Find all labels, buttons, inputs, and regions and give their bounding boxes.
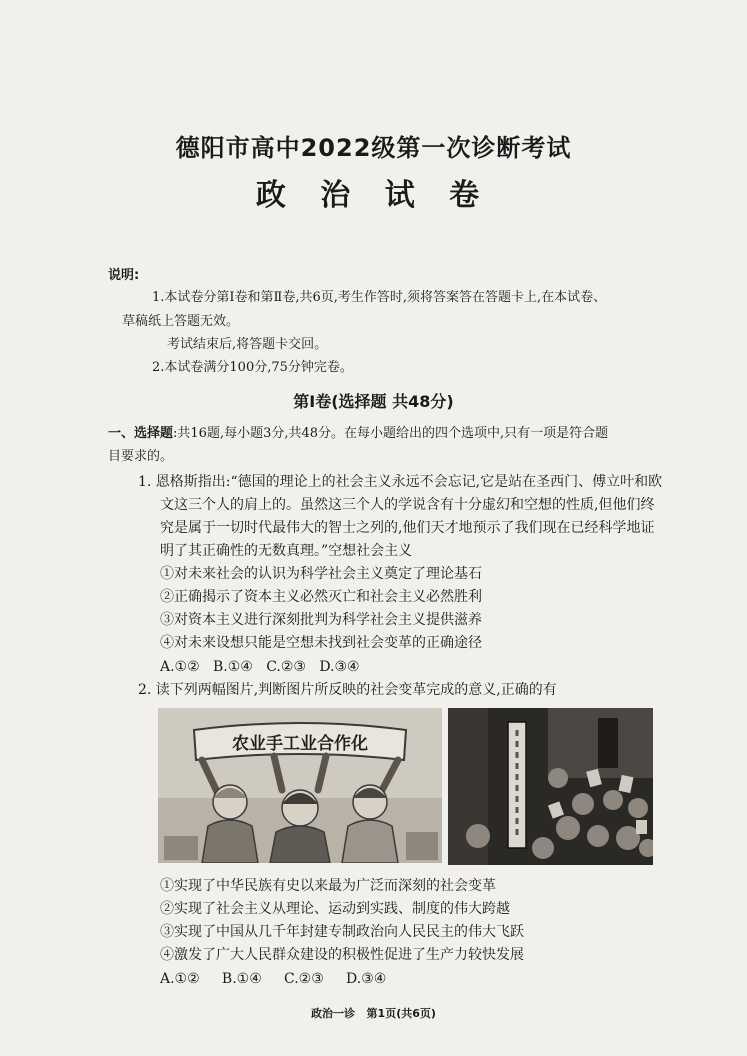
q1-answer-choices: A.①② B.①④ C.②③ D.③④ [160,659,360,675]
q1-stem-line-1: 1. 恩格斯指出:“德国的理论上的社会主义永远不会忘记,它是站在圣西门、傅立叶和欧 [138,474,663,490]
section-intro-line-1 [108,425,608,443]
q2-stem: 2. 读下列两幅图片,判断图片所反映的社会变革完成的意义,正确的有 [138,682,557,698]
instruction-line-3: 考试结束后,将答题卡交回。 [167,337,328,352]
q2-option-1: ①实现了中华民族有史以来最为广泛而深刻的社会变革 [160,878,496,894]
q2-option-4: ④激发了广大人民群众建设的积极性促进了生产力较快发展 [160,947,524,963]
instruction-line-2: 草稿纸上答题无效。 [122,314,240,329]
q1-stem-line-4: 明了其正确性的无数真理。”空想社会主义 [160,543,413,559]
instruction-line-4: 2.本试卷满分100分,75分钟完卷。 [152,360,353,375]
part1-title: 第Ⅰ卷(选择题 共48分) [293,392,454,411]
instruction-line-1: 1.本试卷分第Ⅰ卷和第Ⅱ卷,共6页,考生作答时,须将答案答在答题卡上,在本试卷、 [152,290,607,305]
q1-option-1: ①对未来社会的认识为科学社会主义奠定了理论基石 [160,566,482,582]
exam-subject: 政 治 试 卷 [255,178,492,213]
section-intro-line-2: 目要求的。 [108,449,174,464]
section-text: :共16题,每小题3分,共48分。在每小题给出的四个选项中,只有一项是符合题 [173,426,609,441]
instructions-label: 说明: [108,268,140,283]
q1-option-2: ②正确揭示了资本主义必然灭亡和社会主义必然胜利 [160,589,482,605]
cooperative-poster-image [158,708,442,863]
q1-stem-line-2: 文这三个人的肩上的。虽然这三个人的学说含有十分虚幻和空想的性质,但他们终 [160,497,655,513]
exam-title: 德阳市高中2022级第一次诊断考试 [175,134,572,162]
poster-banner-text: 农业手工业合作化 [232,734,368,754]
cooperative-poster-graphic [158,708,442,863]
page-footer: 政治一诊 第1页(共6页) [311,1007,436,1020]
q1-option-4: ④对未来设想只能是空想未找到社会变革的正确途径 [160,635,482,651]
q2-option-2: ②实现了社会主义从理论、运动到实践、制度的伟大跨越 [160,901,510,917]
historical-photo-image [448,708,653,865]
section-label: 一、选择题 [108,426,174,441]
historical-photo-graphic [448,708,653,865]
q2-answer-choices: A.①② B.①④ C.②③ D.③④ [160,971,387,987]
q1-stem-line-3: 究是属于一切时代最伟大的智士之列的,他们天才地预示了我们现在已经科学地证 [160,520,655,536]
q1-option-3: ③对资本主义进行深刻批判为科学社会主义提供滋养 [160,612,482,628]
q2-option-3: ③实现了中国从几千年封建专制政治向人民民主的伟大飞跃 [160,924,524,940]
